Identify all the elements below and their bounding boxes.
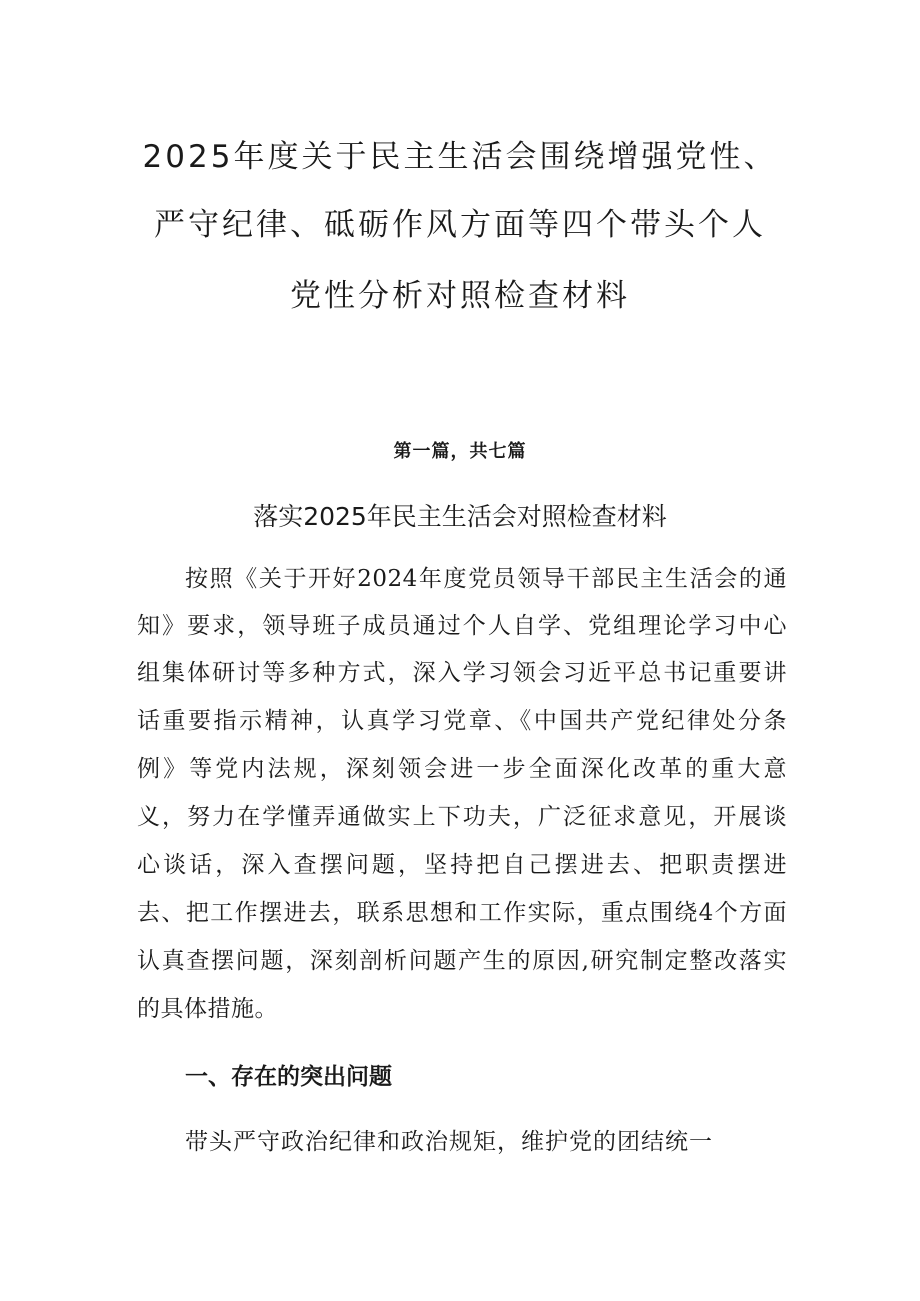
paragraph-line: 知》要求，领导班子成员通过个人自学、党组理论学习中心 xyxy=(137,613,787,639)
document-title-line-1: 2025年度关于民主生活会围绕增强党性、 xyxy=(142,139,778,175)
paragraph-line: 心谈话，深入查摆问题，坚持把自己摆进去、把职责摆进 xyxy=(137,852,787,878)
document-title-line-2: 严守纪律、砥砺作风方面等四个带头个人 xyxy=(154,207,766,243)
paragraph-line: 去、把工作摆进去，联系思想和工作实际，重点围绕4个方面 xyxy=(137,900,787,926)
section-heading: 一、存在的突出问题 xyxy=(185,1064,392,1090)
paragraph-line: 的具体措施。 xyxy=(137,996,278,1022)
paragraph-line: 组集体研讨等多种方式，深入学习领会习近平总书记重要讲 xyxy=(137,660,787,686)
paragraph-line: 例》等党内法规，深刻领会进一步全面深化改革的重大意 xyxy=(137,756,787,782)
document-subtitle: 落实2025年民主生活会对照检查材料 xyxy=(253,502,667,531)
section-first-line: 带头严守政治纪律和政治规矩，维护党的团结统一 xyxy=(185,1129,713,1155)
document-title-line-3: 党性分析对照检查材料 xyxy=(290,278,630,314)
series-label: 第一篇，共七篇 xyxy=(393,441,527,462)
paragraph-line: 义，努力在学懂弄通做实上下功夫，广泛征求意见，开展谈 xyxy=(137,804,787,830)
paragraph-line: 按照《关于开好2024年度党员领导干部民主生活会的通 xyxy=(185,566,787,592)
paragraph-line: 认真查摆问题，深刻剖析问题产生的原因,研究制定整改落实 xyxy=(137,948,787,974)
paragraph-line: 话重要指示精神，认真学习党章、《中国共产党纪律处分条 xyxy=(137,708,787,734)
